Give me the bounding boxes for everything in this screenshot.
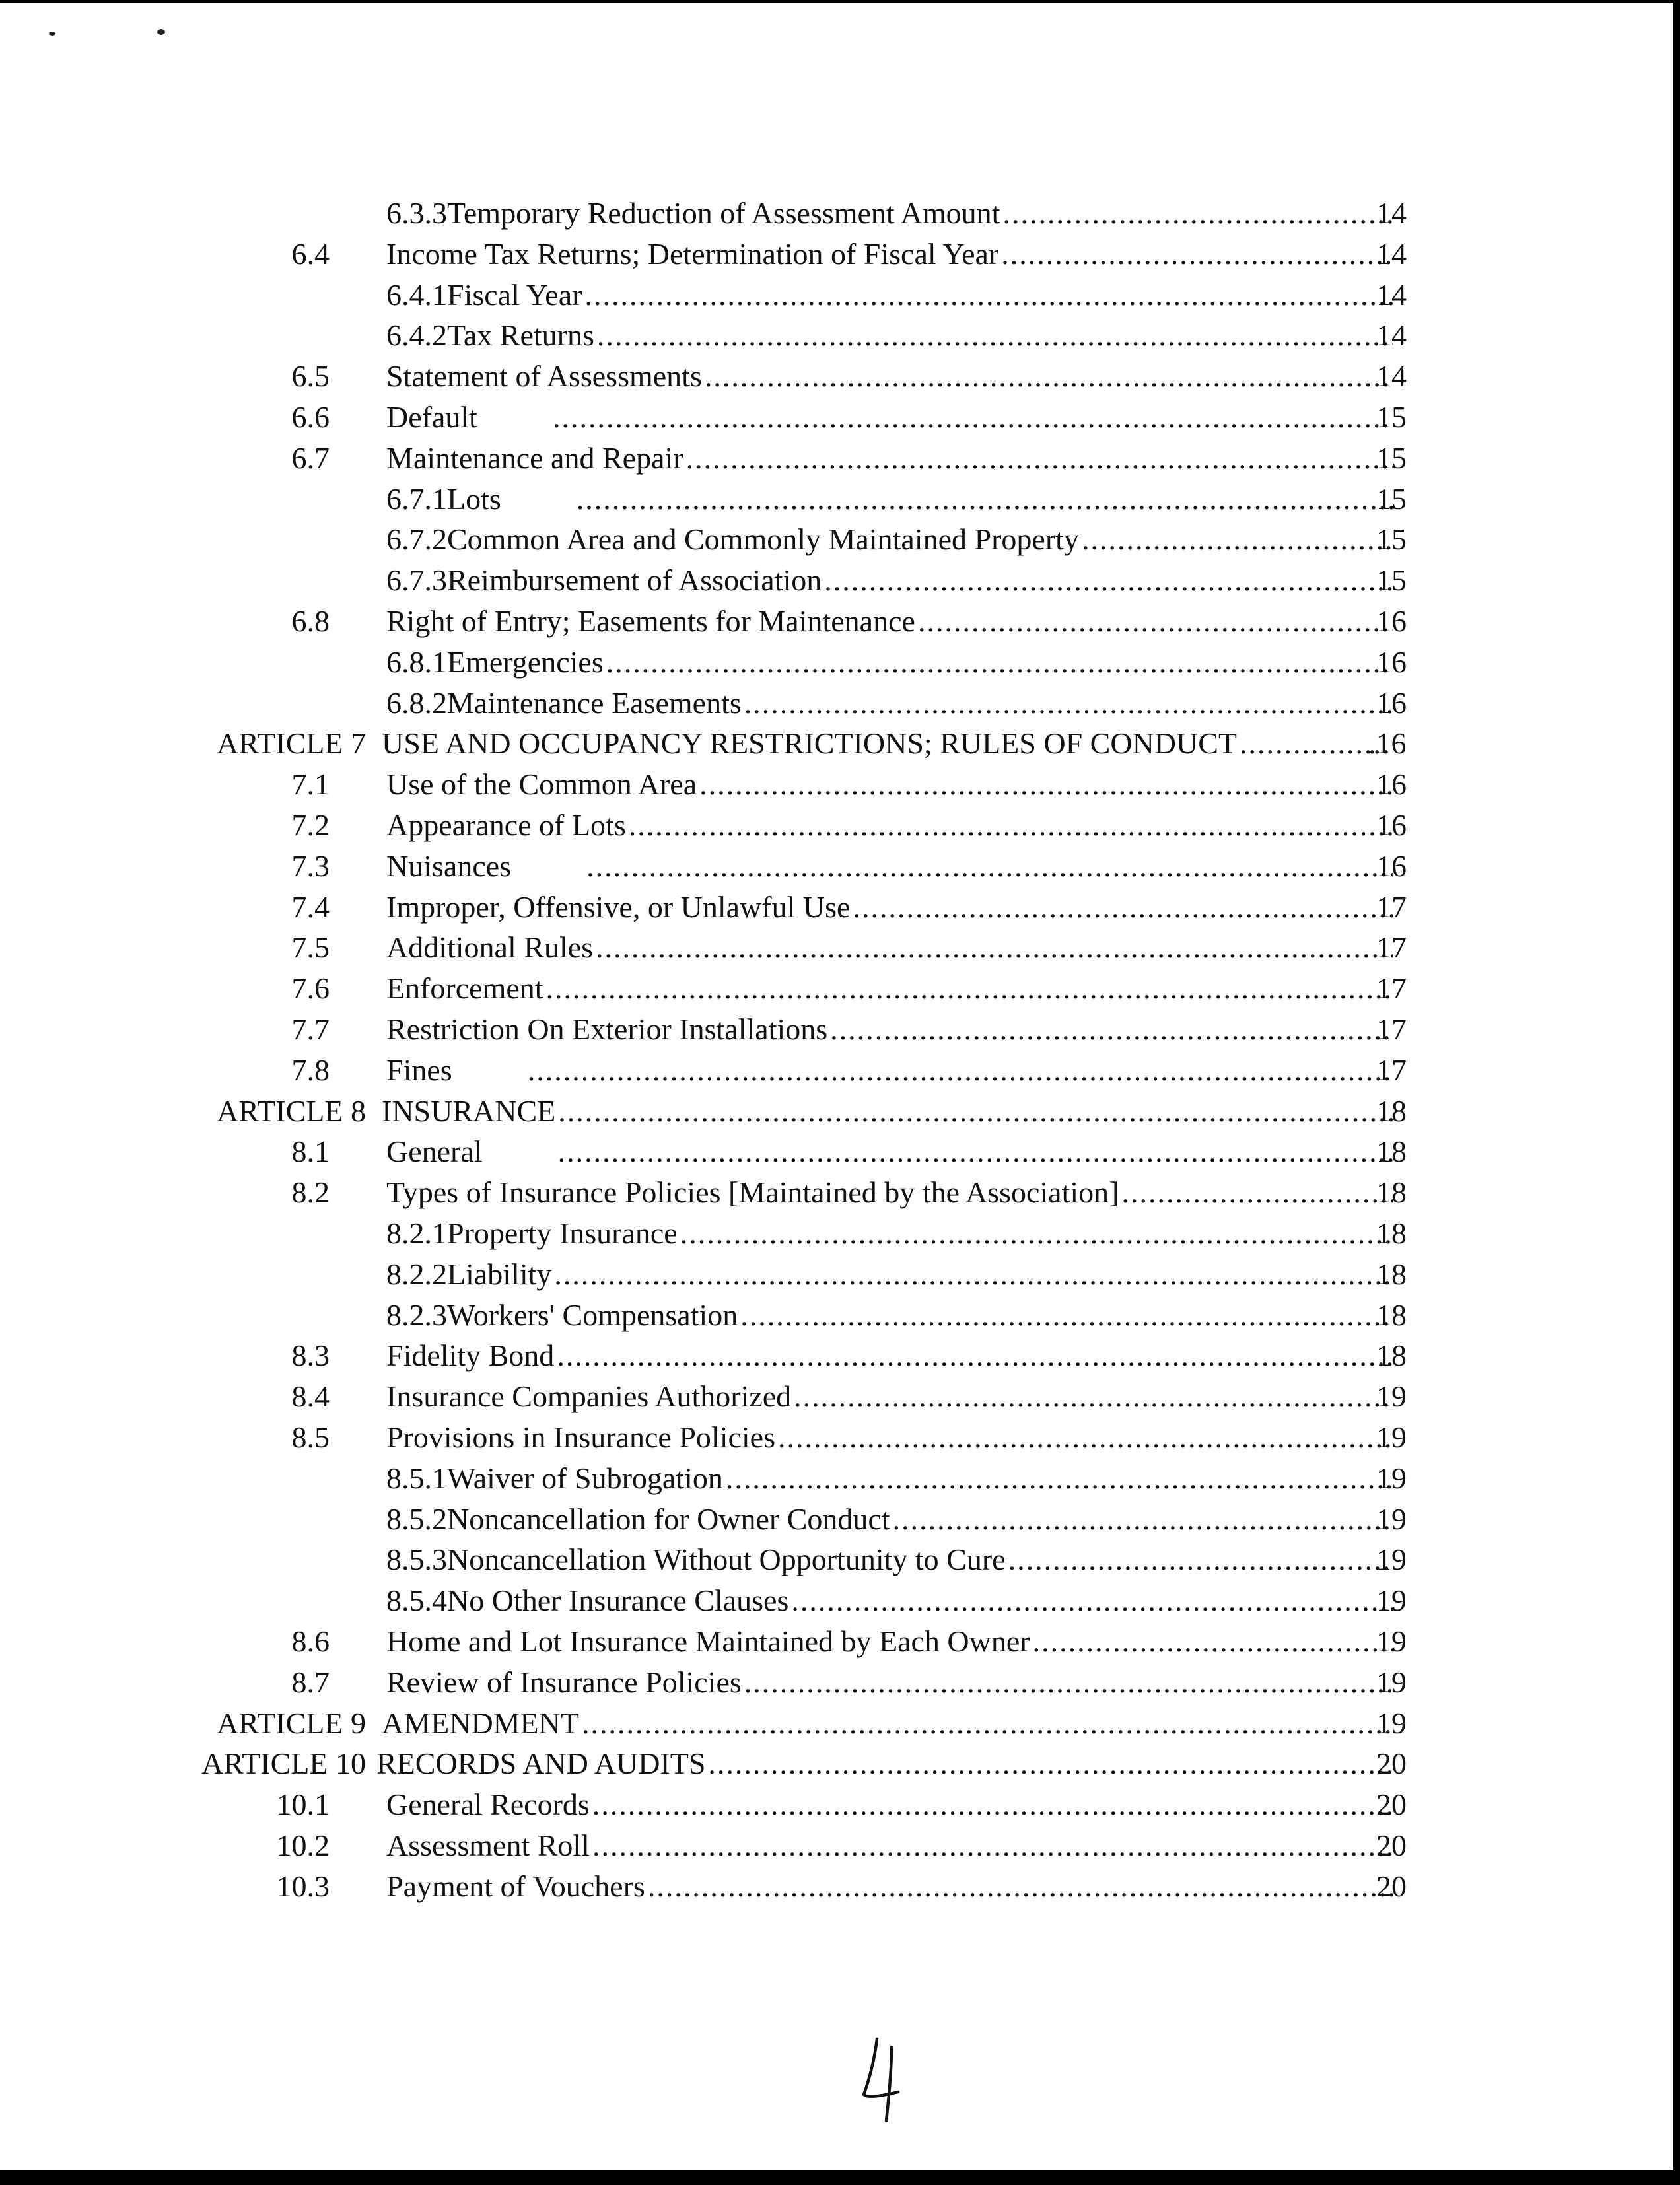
toc-section-number: 6.5 <box>291 359 330 393</box>
toc-entry <box>0 234 1680 275</box>
toc-entry <box>0 275 1680 316</box>
toc-title: Reimbursement of Association <box>447 563 822 597</box>
toc-title-line <box>386 1662 1396 1703</box>
toc-title: Income Tax Returns; Determination of Fiscal Year <box>386 237 999 271</box>
toc-title-line <box>386 479 1396 520</box>
toc-dot-leader <box>584 275 1393 316</box>
toc-page-number: 17 <box>1376 890 1407 924</box>
toc-subsection-number: 6.7.2 <box>386 522 447 556</box>
toc-title: Fidelity Bond <box>386 1338 555 1372</box>
scan-border-bottom <box>0 2170 1680 2185</box>
toc-subsection-number: 6.4.1 <box>386 278 447 312</box>
toc-section-number: 6.4 <box>291 237 330 271</box>
toc-title: Waiver of Subrogation <box>447 1461 723 1495</box>
toc-page-number: 18 <box>1376 1257 1407 1291</box>
toc-title-line <box>386 1050 1396 1091</box>
toc-entry <box>0 1295 1680 1336</box>
toc-section-number: 8.5 <box>291 1420 330 1454</box>
toc-dot-leader <box>744 1662 1393 1703</box>
toc-title-line <box>386 1417 1396 1458</box>
toc-dot-leader <box>1082 519 1393 560</box>
toc-dot-leader <box>740 1295 1393 1336</box>
toc-title-line <box>386 1009 1396 1050</box>
toc-title: Workers' Compensation <box>447 1298 738 1332</box>
toc-page-number: 16 <box>1376 849 1407 883</box>
toc-subsection-number: 8.2.2 <box>386 1257 447 1291</box>
toc-article-number: ARTICLE 8 <box>217 1094 366 1128</box>
toc-page-number: 15 <box>1376 400 1407 434</box>
toc-subsection-number: 8.5.3 <box>386 1543 447 1576</box>
toc-title-line <box>386 1131 1396 1172</box>
toc-page-number: 19 <box>1376 1379 1407 1413</box>
toc-page-number: 20 <box>1376 1869 1407 1903</box>
toc-page-number: 15 <box>1376 441 1407 475</box>
toc-title-line <box>386 560 1396 601</box>
toc-section-number: 6.7 <box>291 441 330 475</box>
toc-page-number: 18 <box>1376 1298 1407 1332</box>
toc-page-number: 15 <box>1376 482 1407 516</box>
toc-title-line <box>382 723 1396 764</box>
toc-title-line <box>386 275 1396 316</box>
toc-dot-leader <box>597 315 1393 356</box>
toc-subsection-number: 8.2.3 <box>386 1298 447 1332</box>
toc-title: General <box>386 1134 483 1168</box>
toc-title-line <box>386 1621 1396 1662</box>
scan-speck <box>157 29 165 35</box>
toc-entry <box>0 1213 1680 1254</box>
toc-dot-leader <box>853 887 1393 928</box>
toc-subsection-number: 6.3.3 <box>386 196 447 230</box>
toc-title: General Records <box>386 1787 590 1821</box>
toc-title-line <box>386 1499 1396 1540</box>
toc-page-number: 16 <box>1376 686 1407 720</box>
toc-page-number: 16 <box>1376 767 1407 801</box>
toc-page-number: 17 <box>1376 1053 1407 1087</box>
toc-title: Appearance of Lots <box>386 808 626 842</box>
toc-title-line <box>376 1743 1396 1784</box>
toc-section-number: 10.1 <box>276 1787 330 1821</box>
toc-dot-leader <box>918 601 1393 642</box>
toc-entry <box>0 519 1680 560</box>
toc-page-number: 19 <box>1376 1665 1407 1699</box>
toc-section-number: 8.3 <box>291 1338 330 1372</box>
toc-entry <box>0 1866 1680 1907</box>
toc-dot-leader <box>577 479 1393 520</box>
toc-title-line <box>386 397 1396 438</box>
toc-dot-leader <box>1033 1621 1393 1662</box>
toc-dot-leader <box>893 1499 1393 1540</box>
toc-dot-leader <box>558 1091 1393 1132</box>
toc-entry <box>0 193 1680 234</box>
toc-entry <box>0 846 1680 887</box>
toc-title-line <box>386 234 1396 275</box>
handwritten-page-number <box>857 2034 910 2126</box>
toc-section-number: 10.2 <box>276 1828 330 1862</box>
toc-title-line <box>382 1703 1396 1744</box>
toc-title: Insurance Companies Authorized <box>386 1379 792 1413</box>
toc-page-number: 19 <box>1376 1706 1407 1740</box>
toc-entry <box>0 1784 1680 1825</box>
toc-title: Use of the Common Area <box>386 767 697 801</box>
toc-dot-leader <box>553 397 1393 438</box>
toc-title: Assessment Roll <box>386 1828 590 1862</box>
toc-title-line <box>386 764 1396 805</box>
toc-title-line <box>382 1091 1396 1132</box>
toc-page-number: 14 <box>1376 359 1407 393</box>
toc-title-line <box>386 1376 1396 1417</box>
toc-dot-leader <box>1001 234 1393 275</box>
toc-title: Home and Lot Insurance Maintained by Each Owner <box>386 1624 1030 1658</box>
toc-section-number: 8.2 <box>291 1175 330 1209</box>
toc-entry <box>0 1254 1680 1295</box>
toc-entry <box>0 1172 1680 1213</box>
toc-page-number: 19 <box>1376 1583 1407 1617</box>
toc-entry <box>0 642 1680 683</box>
toc-page-number: 19 <box>1376 1543 1407 1576</box>
toc-title: Liability <box>447 1257 552 1291</box>
toc-title: Statement of Assessments <box>386 359 702 393</box>
toc-title: Common Area and Commonly Maintained Property <box>447 522 1079 556</box>
toc-title-line <box>386 1213 1396 1254</box>
toc-title-line <box>386 1172 1396 1213</box>
toc-title-line <box>386 642 1396 683</box>
toc-dot-leader <box>686 438 1393 479</box>
toc-title: Maintenance Easements <box>447 686 742 720</box>
toc-page-number: 20 <box>1376 1787 1407 1821</box>
toc-dot-leader <box>744 683 1393 724</box>
toc-title: Tax Returns <box>447 318 594 352</box>
toc-entry <box>0 723 1680 764</box>
toc-entry <box>0 887 1680 928</box>
toc-page-number: 16 <box>1376 808 1407 842</box>
toc-section-number: 7.2 <box>291 808 330 842</box>
toc-title: No Other Insurance Clauses <box>447 1583 789 1617</box>
toc-entry <box>0 397 1680 438</box>
toc-title: Review of Insurance Policies <box>386 1665 742 1699</box>
toc-title-line <box>386 1458 1396 1499</box>
toc-dot-leader <box>824 560 1393 601</box>
toc-section-number: 7.1 <box>291 767 330 801</box>
toc-title-line <box>386 356 1396 397</box>
toc-section-number: 10.3 <box>276 1869 330 1903</box>
toc-dot-leader <box>648 1866 1393 1907</box>
toc-page-number: 19 <box>1376 1624 1407 1658</box>
toc-dot-leader <box>778 1417 1393 1458</box>
toc-entry <box>0 683 1680 724</box>
toc-entry <box>0 1417 1680 1458</box>
scan-border-top <box>0 0 1680 3</box>
toc-page-number: 15 <box>1376 522 1407 556</box>
toc-dot-leader <box>528 1050 1393 1091</box>
toc-dot-leader <box>558 1131 1393 1172</box>
toc-dot-leader <box>726 1458 1393 1499</box>
toc-title: Fines <box>386 1053 452 1087</box>
toc-page-number: 16 <box>1376 604 1407 638</box>
toc-title-line <box>386 887 1396 928</box>
toc-dot-leader <box>830 1009 1393 1050</box>
toc-entry <box>0 1743 1680 1784</box>
toc-entry <box>0 1621 1680 1662</box>
toc-entry <box>0 1825 1680 1866</box>
toc-dot-leader <box>1002 193 1393 234</box>
toc-page-number: 15 <box>1376 563 1407 597</box>
toc-title: INSURANCE <box>382 1094 556 1128</box>
toc-entry <box>0 601 1680 642</box>
toc-section-number: 8.7 <box>291 1665 330 1699</box>
toc-article-number: ARTICLE 10 <box>201 1747 366 1780</box>
toc-title-line <box>386 1335 1396 1376</box>
toc-title-line <box>386 601 1396 642</box>
toc-page-number: 17 <box>1376 1012 1407 1046</box>
toc-title: Maintenance and Repair <box>386 441 683 475</box>
toc-dot-leader <box>1008 1539 1393 1580</box>
toc-title: Provisions in Insurance Policies <box>386 1420 775 1454</box>
toc-page-number: 16 <box>1376 645 1407 679</box>
toc-section-number: 8.4 <box>291 1379 330 1413</box>
toc-title: Enforcement <box>386 971 543 1005</box>
toc-title-line <box>386 1784 1396 1825</box>
toc-title: USE AND OCCUPANCY RESTRICTIONS; RULES OF CONDUCT <box>382 726 1238 760</box>
toc-entry <box>0 1703 1680 1744</box>
toc-entry <box>0 968 1680 1009</box>
toc-entry <box>0 438 1680 479</box>
toc-title: Temporary Reduction of Assessment Amount <box>447 196 1000 230</box>
toc-entry <box>0 1091 1680 1132</box>
toc-article-number: ARTICLE 9 <box>217 1706 366 1740</box>
toc-title: Improper, Offensive, or Unlawful Use <box>386 890 851 924</box>
toc-dot-leader <box>680 1213 1393 1254</box>
toc-entry <box>0 1662 1680 1703</box>
toc-page-number: 14 <box>1376 237 1407 271</box>
toc-page-number: 18 <box>1376 1216 1407 1250</box>
toc-entry <box>0 805 1680 846</box>
toc-title-line <box>386 968 1396 1009</box>
toc-title: Right of Entry; Easements for Maintenance <box>386 604 915 638</box>
toc-title: Types of Insurance Policies [Maintained by the Association] <box>386 1175 1119 1209</box>
toc-title: Additional Rules <box>386 930 594 964</box>
toc-page-number: 18 <box>1376 1338 1407 1372</box>
toc-dot-leader <box>546 968 1393 1009</box>
toc-title: Payment of Vouchers <box>386 1869 645 1903</box>
toc-title: Restriction On Exterior Installations <box>386 1012 828 1046</box>
toc-subsection-number: 6.8.2 <box>386 686 447 720</box>
toc-section-number: 7.6 <box>291 971 330 1005</box>
toc-dot-leader <box>1121 1172 1393 1213</box>
toc-dot-leader <box>596 927 1393 968</box>
toc-title-line <box>386 1580 1396 1621</box>
toc-dot-leader <box>794 1376 1393 1417</box>
toc-section-number: 7.5 <box>291 930 330 964</box>
toc-entry <box>0 315 1680 356</box>
toc-title: Noncancellation for Owner Conduct <box>447 1502 890 1536</box>
toc-entry <box>0 560 1680 601</box>
toc-entry <box>0 1580 1680 1621</box>
toc-entry <box>0 1458 1680 1499</box>
toc-page-number: 18 <box>1376 1094 1407 1128</box>
toc-title-line <box>386 438 1396 479</box>
toc-title: Fiscal Year <box>447 278 582 312</box>
toc-entry <box>0 764 1680 805</box>
toc-title: RECORDS AND AUDITS <box>376 1747 706 1780</box>
toc-title-line <box>386 683 1396 724</box>
toc-page-number: 17 <box>1376 971 1407 1005</box>
toc-page-number: 20 <box>1376 1747 1407 1780</box>
toc-title-line <box>386 315 1396 356</box>
toc-dot-leader <box>557 1335 1393 1376</box>
toc-section-number: 8.1 <box>291 1134 330 1168</box>
toc-subsection-number: 8.5.1 <box>386 1461 447 1495</box>
toc-title: Lots <box>447 482 501 516</box>
toc-page-number: 18 <box>1376 1175 1407 1209</box>
toc-dot-leader <box>586 846 1393 887</box>
toc-page-number: 19 <box>1376 1420 1407 1454</box>
toc-page-number: 14 <box>1376 196 1407 230</box>
toc-title-line <box>386 1866 1396 1907</box>
toc-entry <box>0 1539 1680 1580</box>
toc-entry <box>0 1009 1680 1050</box>
toc-page-number: 14 <box>1376 278 1407 312</box>
toc-title-line <box>386 927 1396 968</box>
toc-title-line <box>386 1539 1396 1580</box>
toc-section-number: 7.8 <box>291 1053 330 1087</box>
toc-subsection-number: 8.5.2 <box>386 1502 447 1536</box>
toc-entry <box>0 1131 1680 1172</box>
toc-dot-leader <box>592 1825 1393 1866</box>
toc-section-number: 6.6 <box>291 400 330 434</box>
toc-section-number: 8.6 <box>291 1624 330 1658</box>
toc-page-number: .16 <box>1368 726 1407 760</box>
scan-speck <box>49 32 55 36</box>
toc-page-number: 19 <box>1376 1461 1407 1495</box>
toc-section-number: 7.3 <box>291 849 330 883</box>
toc-section-number: 7.4 <box>291 890 330 924</box>
toc-page-number: 17 <box>1376 930 1407 964</box>
toc-dot-leader <box>629 805 1393 846</box>
toc-title: Nuisances <box>386 849 512 883</box>
toc-subsection-number: 6.4.2 <box>386 318 447 352</box>
toc-title-line <box>386 1295 1396 1336</box>
toc-section-number: 6.8 <box>291 604 330 638</box>
toc-entry <box>0 927 1680 968</box>
toc-subsection-number: 8.5.4 <box>386 1583 447 1617</box>
toc-dot-leader <box>699 764 1393 805</box>
toc-page-number: 20 <box>1376 1828 1407 1862</box>
toc-entry <box>0 356 1680 397</box>
toc-title-line <box>386 1254 1396 1295</box>
toc-title-line <box>386 519 1396 560</box>
toc-entry <box>0 1335 1680 1376</box>
toc-dot-leader <box>791 1580 1393 1621</box>
toc-page-number: 14 <box>1376 318 1407 352</box>
toc-dot-leader <box>592 1784 1393 1825</box>
toc-subsection-number: 6.8.1 <box>386 645 447 679</box>
toc-subsection-number: 8.2.1 <box>386 1216 447 1250</box>
toc-section-number: 7.7 <box>291 1012 330 1046</box>
toc-entry <box>0 1376 1680 1417</box>
toc-title: Default <box>386 400 477 434</box>
toc-entry <box>0 479 1680 520</box>
toc-page-number: 19 <box>1376 1502 1407 1536</box>
toc-title: AMENDMENT <box>382 1706 579 1740</box>
toc-title-line <box>386 846 1396 887</box>
toc-title-line <box>386 1825 1396 1866</box>
toc-dot-leader <box>705 356 1393 397</box>
toc-title-line <box>386 805 1396 846</box>
toc-title: Property Insurance <box>447 1216 678 1250</box>
toc-article-number: ARTICLE 7 <box>217 726 366 760</box>
toc-subsection-number: 6.7.3 <box>386 563 447 597</box>
toc-title: Emergencies <box>447 645 604 679</box>
toc-subsection-number: 6.7.1 <box>386 482 447 516</box>
toc-dot-leader <box>582 1703 1393 1744</box>
toc-dot-leader <box>606 642 1393 683</box>
toc-dot-leader <box>554 1254 1393 1295</box>
toc-title: Noncancellation Without Opportunity to Cure <box>447 1543 1006 1576</box>
toc-page-number: 18 <box>1376 1134 1407 1168</box>
toc-entry <box>0 1050 1680 1091</box>
toc-entry <box>0 1499 1680 1540</box>
toc-title-line <box>386 193 1396 234</box>
toc-dot-leader <box>708 1743 1393 1784</box>
